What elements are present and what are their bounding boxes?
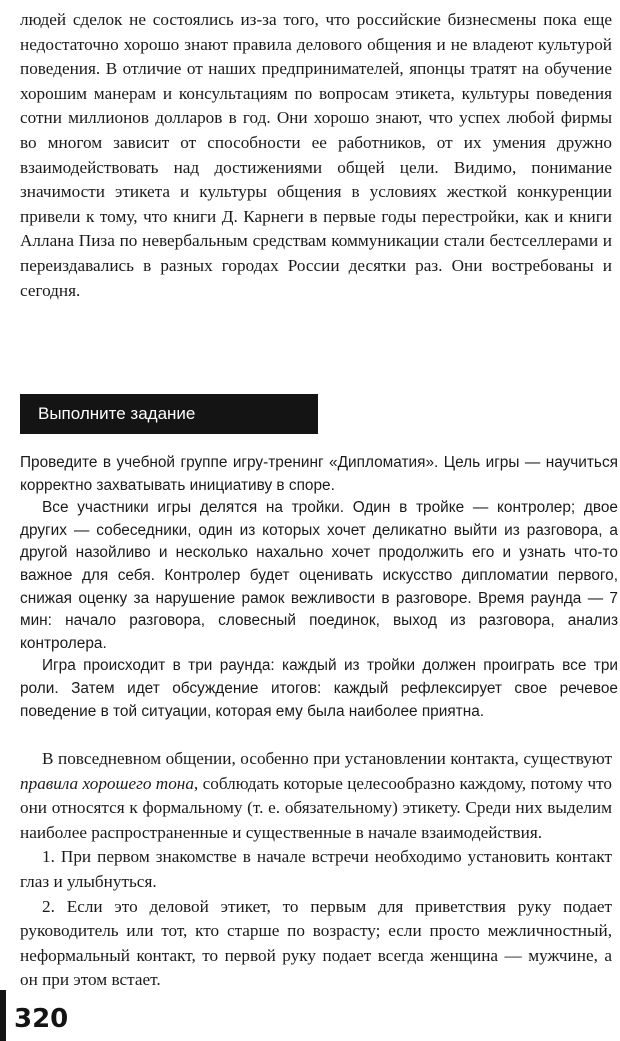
lower-text-block (20, 747, 612, 993)
top-text-block (20, 8, 612, 303)
task-header: Выполните задание (20, 394, 318, 434)
intro-text-after: , соблюдать которые целесообразно каждому, потому что они относятся к формальному (т. е. обязательному) этикету. Среди них выделим наиболее распространенные и существенные в начале взаимодействия. (20, 773, 612, 842)
top-paragraph: людей сделок не состоялись из-за того, что российские бизнесмены пока еще недостаточно хорошо знают правила делового общения и не владеют культурой поведения. В отличие от наших предпринимателей, японцы тратят на обучение хорошим манерам и консультациям по вопросам этикета, культуры поведения сотни миллионов долларов в год. Они хорошо знают, что успех любой фирмы во многом зависит от способности ее работников, от их умения дружно взаимодействовать над достижениями общей цели. Видимо, понимание значимости этикета и культуры общения в условиях жесткой конкуренции привели к тому, что книги Д. Карнеги в первые годы перестройки, как и книги Аллана Пиза по невербальным средствам коммуникации стали бестселлерами и переиздавались в разных городах России десятки раз. Они востребованы и сегодня. (20, 10, 612, 300)
page-edge-marker (0, 990, 6, 1041)
rule-2: 2. Если это деловой этикет, то первым для приветствия руку подает руководитель или тот, кто старше по возрасту; если просто межличностный, неформальный контакт, то первой руку подает всегда женщина — мужчине, а он при этом встает. (20, 896, 612, 990)
task-paragraph-1: Проведите в учебной группе игру-тренинг «Дипломатия». Цель игры — научиться корректно захватывать инициативу в споре. (20, 454, 618, 494)
page-number: 320 (14, 1004, 69, 1034)
task-paragraph-3: Игра происходит в три раунда: каждый из тройки должен проиграть все три роли. Затем идет обсуждение итогов: каждый рефлексирует свое речевое поведение в той ситуации, которая ему была наиболее приятна. (20, 657, 618, 720)
intro-text-before: В повседневном общении, особенно при установлении контакта, существуют (42, 749, 612, 768)
task-body (20, 452, 618, 723)
task-paragraph-2: Все участники игры делятся на тройки. Один в тройке — контролер; двое других — собеседники, один из которых хочет деликатно выйти из разговора, а другой назойливо и несколько нахально хочет продолжить его и узнать что-то важное для себя. Контролер будет оценивать искусство дипломатии первого, снижая оценку за нарушение рамок вежливости в разговоре. Время раунда — 7 мин: начало разговора, словесный поединок, выход из разговора, анализ контролера. (20, 499, 618, 652)
rule-1: 1. При первом знакомстве в начале встречи необходимо установить контакт глаз и улыбнуться. (20, 847, 612, 891)
intro-paragraph (20, 747, 612, 845)
intro-emphasis: правила хорошего тона (20, 773, 194, 793)
